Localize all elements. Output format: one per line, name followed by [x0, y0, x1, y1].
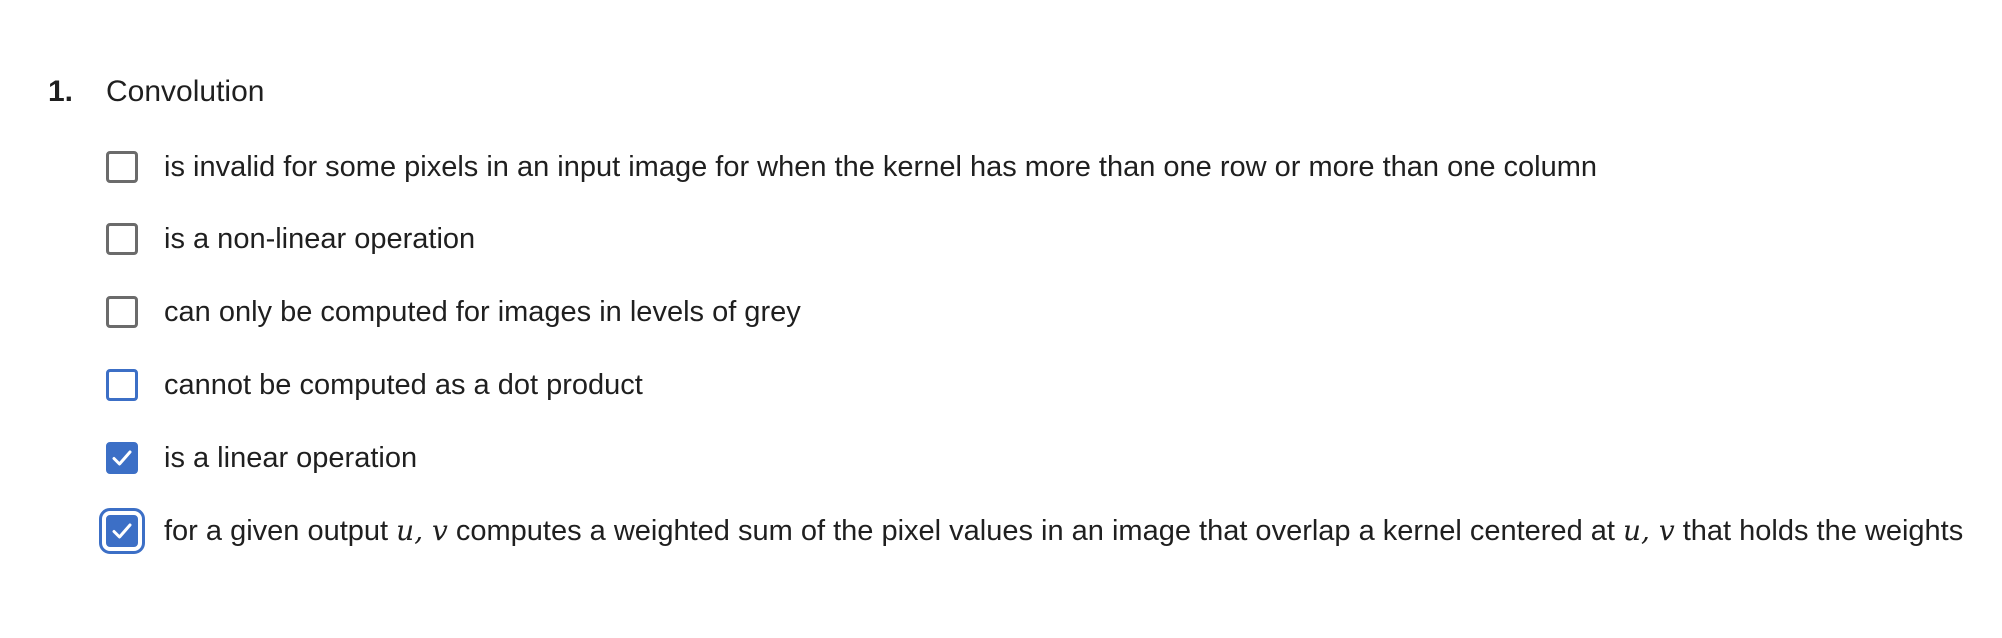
math-uv: u, v — [396, 514, 448, 547]
option-1-label: is invalid for some pixels in an input image for when the kernel has more than one row or more than one column — [164, 151, 1598, 183]
option-3-label: can only be computed for images in levels of grey — [164, 296, 801, 328]
math-uv: u, v — [1623, 514, 1675, 547]
option-4-checkbox[interactable] — [106, 369, 138, 401]
option-1-checkbox[interactable] — [106, 151, 138, 183]
question-number: 1. — [48, 75, 74, 108]
option-3[interactable] — [106, 293, 1974, 337]
question-title: Convolution — [106, 75, 265, 108]
option-3-checkbox[interactable] — [106, 296, 138, 328]
option-5[interactable] — [106, 439, 1974, 483]
option-2[interactable] — [106, 220, 1974, 264]
option-6[interactable] — [106, 512, 1974, 556]
option-6-label — [164, 506, 1974, 556]
option-4-label: cannot be computed as a dot product — [164, 369, 643, 401]
option-6-checkbox[interactable] — [106, 515, 138, 547]
option-6-text-before: for a given output — [164, 515, 397, 547]
option-2-checkbox[interactable] — [106, 223, 138, 255]
checkmark-icon — [110, 519, 134, 543]
option-5-checkbox[interactable] — [106, 442, 138, 474]
option-2-label: is a non-linear operation — [164, 223, 476, 255]
option-6-text-after: that holds the weights — [1674, 515, 1964, 547]
option-1[interactable] — [106, 148, 1974, 192]
checkmark-icon — [110, 446, 134, 470]
option-6-text-middle: computes a weighted sum of the pixel values in an image that overlap a kernel centered at — [447, 515, 1623, 547]
option-4[interactable] — [106, 366, 1974, 410]
option-5-label: is a linear operation — [164, 442, 418, 474]
